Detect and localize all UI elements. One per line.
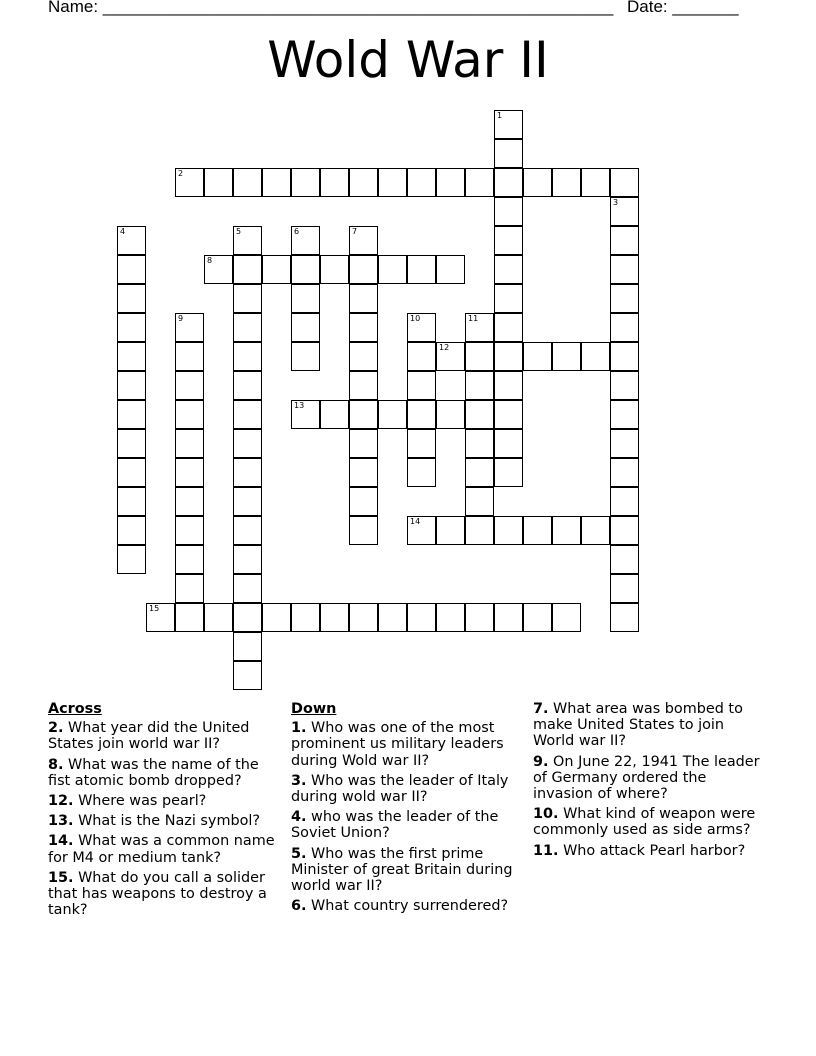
grid-cell[interactable] — [349, 458, 378, 487]
grid-cell[interactable] — [610, 458, 639, 487]
grid-cell[interactable] — [117, 545, 146, 574]
grid-cell[interactable] — [291, 342, 320, 371]
grid-cell[interactable] — [175, 371, 204, 400]
grid-cell[interactable] — [233, 661, 262, 690]
clue-item — [291, 720, 523, 769]
grid-cell[interactable] — [233, 284, 262, 313]
grid-cell[interactable] — [117, 371, 146, 400]
clue-number: 8 — [207, 256, 213, 265]
grid-cell[interactable] — [610, 168, 639, 197]
clue-item-number: 2. — [48, 720, 64, 737]
grid-cell[interactable] — [465, 168, 494, 197]
clue-number: 11 — [468, 314, 479, 323]
clue-number: 13 — [294, 401, 305, 410]
grid-cell[interactable] — [407, 168, 436, 197]
grid-cell[interactable] — [175, 400, 204, 429]
grid-cell[interactable] — [436, 255, 465, 284]
grid-cell[interactable] — [581, 516, 610, 545]
grid-cell[interactable] — [610, 487, 639, 516]
grid-cell[interactable] — [378, 603, 407, 632]
grid-cell[interactable] — [233, 371, 262, 400]
grid-cell[interactable] — [465, 603, 494, 632]
grid-cell[interactable] — [378, 168, 407, 197]
grid-cell[interactable] — [233, 603, 262, 632]
grid-cell[interactable] — [494, 139, 523, 168]
clue-item — [48, 813, 280, 829]
grid-cell[interactable] — [436, 400, 465, 429]
clue-number: 2 — [178, 169, 184, 178]
clue-item-text: What kind of weapon were commonly used as side arms? — [533, 806, 756, 839]
grid-cell[interactable] — [465, 429, 494, 458]
grid-cell[interactable] — [262, 255, 291, 284]
grid-cell[interactable] — [494, 313, 523, 342]
grid-cell[interactable] — [117, 400, 146, 429]
grid-cell[interactable] — [494, 110, 523, 139]
clue-item-text: Who was the leader of Italy during wold war II? — [291, 772, 509, 806]
across-clues — [48, 701, 280, 922]
grid-cell[interactable] — [610, 371, 639, 400]
grid-cell[interactable] — [349, 342, 378, 371]
date-line[interactable]: _______ — [672, 0, 739, 16]
grid-cell[interactable] — [465, 400, 494, 429]
grid-cell[interactable] — [349, 516, 378, 545]
grid-cell[interactable] — [349, 226, 378, 255]
grid-cell[interactable] — [581, 168, 610, 197]
grid-cell[interactable] — [349, 313, 378, 342]
down-heading: Down — [291, 701, 337, 717]
clue-number: 12 — [439, 343, 450, 352]
down-clue-list-continued — [533, 701, 769, 859]
grid-cell[interactable] — [523, 603, 552, 632]
clue-item-number: 4. — [291, 809, 307, 826]
grid-cell[interactable] — [233, 574, 262, 603]
grid-cell[interactable] — [233, 458, 262, 487]
clue-number: 10 — [410, 314, 421, 323]
clue-item-number: 14. — [48, 833, 74, 850]
page-title: Wold War II — [267, 31, 549, 89]
grid-cell[interactable] — [523, 516, 552, 545]
clue-item-text: Who attack Pearl harbor? — [558, 842, 746, 859]
clue-item-number: 15. — [48, 869, 74, 886]
grid-cell[interactable] — [204, 603, 233, 632]
grid-cell[interactable] — [349, 603, 378, 632]
clue-item — [533, 754, 769, 803]
grid-cell[interactable] — [175, 545, 204, 574]
clue-item — [48, 870, 280, 919]
clue-item-number: 12. — [48, 793, 74, 810]
grid-cell[interactable] — [407, 255, 436, 284]
name-line[interactable]: ______________________________________________________ — [102, 0, 614, 16]
grid-cell[interactable] — [407, 313, 436, 342]
clue-item-number: 10. — [533, 806, 559, 823]
grid-cell[interactable] — [436, 342, 465, 371]
clue-number: 7 — [352, 227, 358, 236]
grid-cell[interactable] — [117, 255, 146, 284]
grid-cell[interactable] — [494, 342, 523, 371]
grid-cell[interactable] — [233, 168, 262, 197]
grid-cell[interactable] — [494, 255, 523, 284]
clue-number: 3 — [613, 198, 619, 207]
grid-cell[interactable] — [175, 168, 204, 197]
grid-cell[interactable] — [436, 168, 465, 197]
clue-item-text: What do you call a solider that has weapons to destroy a tank? — [48, 869, 267, 919]
clue-item — [48, 720, 280, 752]
grid-cell[interactable] — [494, 371, 523, 400]
grid-cell[interactable] — [610, 226, 639, 255]
grid-cell[interactable] — [581, 342, 610, 371]
grid-cell[interactable] — [407, 458, 436, 487]
grid-cell[interactable] — [407, 400, 436, 429]
grid-cell[interactable] — [175, 458, 204, 487]
clue-number: 14 — [410, 517, 421, 526]
grid-cell[interactable] — [349, 168, 378, 197]
grid-cell[interactable] — [349, 255, 378, 284]
clue-item-number: 1. — [291, 720, 307, 737]
grid-cell[interactable] — [291, 168, 320, 197]
clue-item — [291, 809, 523, 841]
clue-item — [291, 773, 523, 805]
grid-cell[interactable] — [204, 168, 233, 197]
clue-item — [291, 846, 523, 895]
grid-cell[interactable] — [117, 313, 146, 342]
clue-number: 5 — [236, 227, 242, 236]
clue-item — [291, 898, 523, 914]
grid-cell[interactable] — [262, 168, 291, 197]
grid-cell[interactable] — [494, 284, 523, 313]
grid-cell[interactable] — [610, 603, 639, 632]
name-label: Name: — [48, 0, 103, 16]
grid-cell[interactable] — [262, 603, 291, 632]
clue-number: 4 — [120, 227, 126, 236]
grid-cell[interactable] — [349, 284, 378, 313]
grid-cell[interactable] — [175, 603, 204, 632]
clue-item-number: 6. — [291, 898, 307, 915]
grid-cell[interactable] — [291, 255, 320, 284]
grid-cell[interactable] — [610, 197, 639, 226]
grid-cell[interactable] — [233, 342, 262, 371]
clue-number: 15 — [149, 604, 160, 613]
clue-number: 1 — [497, 111, 503, 120]
clue-item — [48, 757, 280, 789]
clue-item-number: 5. — [291, 845, 307, 862]
grid-cell[interactable] — [407, 342, 436, 371]
clue-item-text: What country surrendered? — [306, 898, 509, 915]
grid-cell[interactable] — [436, 603, 465, 632]
grid-cell[interactable] — [552, 342, 581, 371]
grid-cell[interactable] — [465, 342, 494, 371]
grid-cell[interactable] — [610, 545, 639, 574]
grid-cell[interactable] — [175, 429, 204, 458]
grid-cell[interactable] — [349, 371, 378, 400]
grid-cell[interactable] — [117, 458, 146, 487]
clue-item-number: 9. — [533, 753, 549, 770]
grid-cell[interactable] — [523, 342, 552, 371]
clue-item — [533, 843, 769, 859]
grid-cell[interactable] — [146, 603, 175, 632]
grid-cell[interactable] — [349, 487, 378, 516]
grid-cell[interactable] — [465, 458, 494, 487]
clue-number: 9 — [178, 314, 184, 323]
grid-cell[interactable] — [494, 168, 523, 197]
grid-cell[interactable] — [291, 226, 320, 255]
grid-cell[interactable] — [117, 516, 146, 545]
grid-cell[interactable] — [320, 603, 349, 632]
grid-cell[interactable] — [523, 168, 552, 197]
grid-cell[interactable] — [610, 313, 639, 342]
grid-cell[interactable] — [204, 255, 233, 284]
clue-item-text: who was the leader of the Soviet Union? — [291, 809, 499, 842]
grid-cell[interactable] — [494, 458, 523, 487]
date-label: Date: — [627, 0, 673, 16]
clue-item-text: Where was pearl? — [73, 793, 207, 810]
grid-cell[interactable] — [407, 429, 436, 458]
grid-cell[interactable] — [552, 603, 581, 632]
grid-cell[interactable] — [233, 487, 262, 516]
grid-cell[interactable] — [233, 400, 262, 429]
grid-cell[interactable] — [320, 255, 349, 284]
grid-cell[interactable] — [494, 516, 523, 545]
grid-cell[interactable] — [175, 342, 204, 371]
grid-cell[interactable] — [233, 429, 262, 458]
grid-cell[interactable] — [175, 313, 204, 342]
grid-cell[interactable] — [465, 516, 494, 545]
clue-item-text: What was the name of the fist atomic bomb dropped? — [48, 756, 259, 789]
grid-cell[interactable] — [552, 168, 581, 197]
clue-item-text: What is the Nazi symbol? — [73, 813, 261, 830]
grid-cell[interactable] — [320, 400, 349, 429]
down-clue-list — [291, 720, 523, 914]
grid-cell[interactable] — [233, 226, 262, 255]
across-clue-list — [48, 720, 280, 918]
grid-cell[interactable] — [175, 574, 204, 603]
clue-item — [48, 833, 280, 865]
grid-cell[interactable] — [349, 429, 378, 458]
clue-item-text: What year did the United States join world war II? — [48, 720, 250, 753]
grid-cell[interactable] — [349, 400, 378, 429]
grid-cell[interactable] — [378, 400, 407, 429]
grid-cell[interactable] — [610, 400, 639, 429]
across-heading: Across — [48, 701, 102, 717]
grid-cell[interactable] — [407, 516, 436, 545]
clue-item-text: What area was bombed to make United States to join World war II? — [533, 701, 743, 750]
grid-cell[interactable] — [291, 400, 320, 429]
grid-cell[interactable] — [610, 574, 639, 603]
grid-cell[interactable] — [117, 226, 146, 255]
grid-cell[interactable] — [465, 371, 494, 400]
grid-cell[interactable] — [610, 255, 639, 284]
clue-item-text: Who was one of the most prominent us military leaders during Wold war II? — [291, 720, 504, 769]
grid-cell[interactable] — [291, 313, 320, 342]
clue-item-text: On June 22, 1941 The leader of Germany ordered the invasion of where? — [533, 753, 760, 803]
clue-number: 6 — [294, 227, 300, 236]
grid-cell[interactable] — [494, 603, 523, 632]
grid-cell[interactable] — [117, 487, 146, 516]
grid-cell[interactable] — [233, 313, 262, 342]
grid-cell[interactable] — [407, 371, 436, 400]
clue-item-text: What was a common name for M4 or medium tank? — [48, 833, 275, 866]
grid-cell[interactable] — [465, 487, 494, 516]
grid-cell[interactable] — [610, 342, 639, 371]
grid-cell[interactable] — [610, 516, 639, 545]
clue-item-number: 7. — [533, 701, 549, 717]
grid-cell[interactable] — [494, 429, 523, 458]
grid-cell[interactable] — [291, 603, 320, 632]
grid-cell[interactable] — [320, 168, 349, 197]
grid-cell[interactable] — [175, 487, 204, 516]
grid-cell[interactable] — [610, 284, 639, 313]
grid-cell[interactable] — [117, 284, 146, 313]
grid-cell[interactable] — [407, 603, 436, 632]
grid-cell[interactable] — [175, 516, 204, 545]
clue-item-number: 3. — [291, 772, 307, 789]
grid-cell[interactable] — [465, 313, 494, 342]
grid-cell[interactable] — [233, 632, 262, 661]
grid-cell[interactable] — [117, 342, 146, 371]
down-clues-continued — [533, 701, 769, 863]
clue-item — [48, 793, 280, 809]
down-clues — [291, 701, 523, 918]
grid-cell[interactable] — [291, 284, 320, 313]
grid-cell[interactable] — [494, 400, 523, 429]
clue-item-text: Who was the first prime Minister of great Britain during world war II? — [291, 845, 513, 895]
grid-cell[interactable] — [378, 255, 407, 284]
grid-cell[interactable] — [610, 429, 639, 458]
grid-cell[interactable] — [233, 255, 262, 284]
grid-cell[interactable] — [233, 545, 262, 574]
grid-cell[interactable] — [436, 516, 465, 545]
clue-item — [533, 806, 769, 838]
clue-item — [533, 701, 769, 750]
grid-cell[interactable] — [233, 516, 262, 545]
clue-item-number: 8. — [48, 756, 64, 773]
grid-cell[interactable] — [552, 516, 581, 545]
grid-cell[interactable] — [494, 197, 523, 226]
grid-cell[interactable] — [494, 226, 523, 255]
clue-item-number: 11. — [533, 842, 559, 859]
grid-cell[interactable] — [117, 429, 146, 458]
clue-item-number: 13. — [48, 813, 74, 830]
